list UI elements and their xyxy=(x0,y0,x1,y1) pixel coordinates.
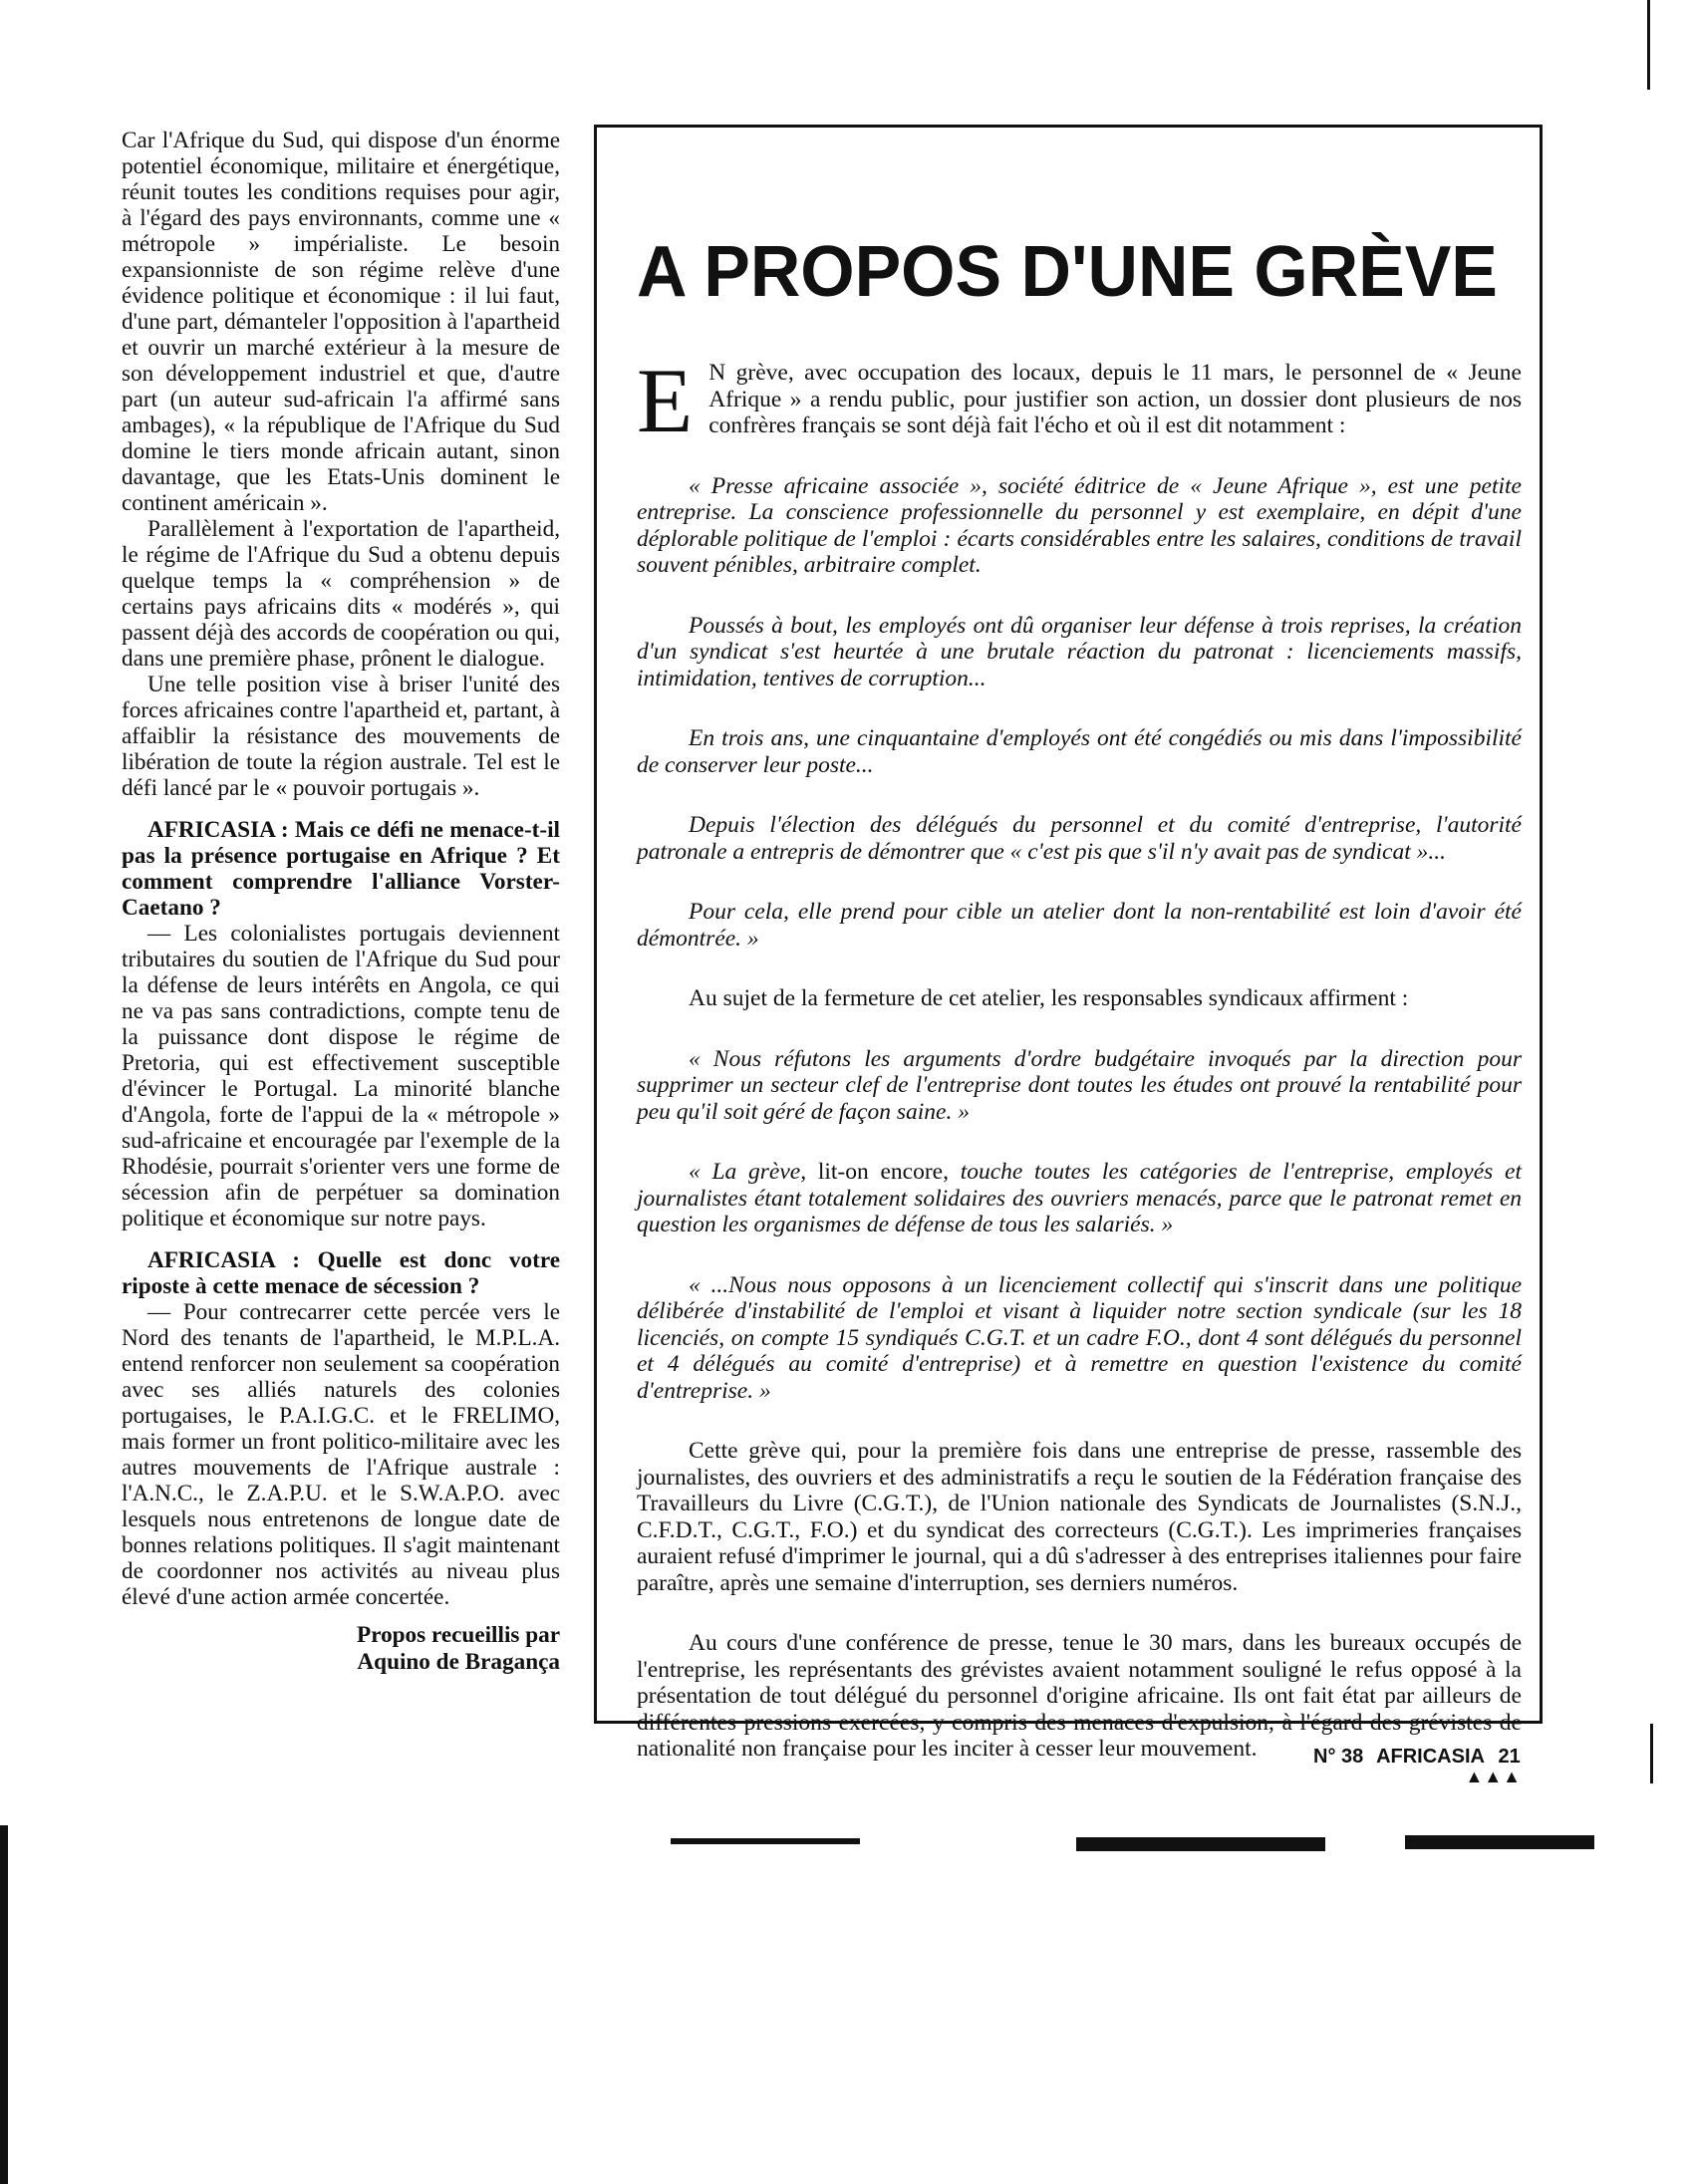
dossier-quote: Pour cela, elle prend pour cible un atelier dont la non-rentabilité est loin d'avoir été démontrée. » xyxy=(637,899,1522,952)
page-footer xyxy=(1313,1746,1552,1769)
scan-mark xyxy=(1076,1837,1325,1851)
credit-line: Propos recueillis par xyxy=(357,1622,560,1648)
layoff-quote: « ...Nous nous opposons à un licenciement collectif qui s'inscrit dans une politique délibérée d'instabilité de l'emploi et visant à liquider notre section syndicale (sur les 18 licenciés, on compte 15 syndiqués C.G.T. et un cadre F.O., dont 4 sont délégués du personnel et 4 délégués au comité d'entreprise) et à remettre en question l'existence du comité d'entreprise. » xyxy=(637,1271,1522,1404)
drop-cap: E xyxy=(637,350,694,451)
scan-mark xyxy=(1650,1724,1653,1783)
page-number: 21 xyxy=(1498,1746,1521,1768)
conference-paragraph: Au cours d'une conférence de presse, tenue le 30 mars, dans les bureaux occupés de l'entreprise, les représentants des grévistes avaient notamment souligné le refus opposé à la présentation de tout délégué du personnel d'origine africaine. Ils ont fait état par ailleurs de différentes pressions exercées, y compris des menaces d'expulsion, à l'égard des grévistes de nationalité non française pour les inciter à cesser leur mouvement. xyxy=(637,1630,1522,1762)
interview-paragraph: Car l'Afrique du Sud, qui dispose d'un énorme potentiel économique, militaire et énergétique, réunit toutes les conditions requises pour agir, à l'égard des pays environnants, comme une « métropole » impérialiste. Le besoin expansionniste de son régime relève d'une évidence politique et économique : il lui faut, d'une part, démanteler l'opposition à l'apartheid et ouvrir un marché extérieur à la mesure de son développement industriel et que, d'autre part (un auteur sud-africain l'a affirmé sans ambages), « la république de l'Afrique du Sud domine le tiers monde africain autant, sinon davantage, que les Etats-Unis dominent le continent américain ». xyxy=(122,128,560,516)
scan-mark xyxy=(1405,1835,1594,1849)
article-body xyxy=(637,232,1522,1787)
dossier-quote: Depuis l'élection des délégués du personnel et du comité d'entreprise, l'autorité patronale a entrepris de démontrer que « c'est pis que s'il n'y avait pas de syndicat »... xyxy=(637,812,1522,865)
union-quote: « Nous réfutons les arguments d'ordre budgétaire invoqués par la direction pour supprimer un secteur clef de l'entreprise dont toutes les études ont prouvé la rentabilité pour peu qu'il soit géré de façon saine. » xyxy=(637,1045,1522,1125)
strike-quote xyxy=(637,1159,1522,1238)
interview-question: AFRICASIA : Quelle est donc votre riposte à cette menace de sécession ? xyxy=(122,1247,560,1299)
article-transition: Au sujet de la fermeture de cet atelier, les responsables syndicaux affirment : xyxy=(689,985,1409,1011)
strike-quote-open: « La grève, xyxy=(689,1159,807,1185)
support-paragraph: Cette grève qui, pour la première fois dans une entreprise de presse, rassemble des journalistes, des ouvriers et des administratifs a reçu le soutien de la Fédération française des Travailleurs du Livre (C.G.T.), de l'Union nationale des Syndicats de Journalistes (S.N.J., C.F.D.T., C.G.T., F.O.) et du syndicat des correcteurs (C.G.T.). Les imprimeries françaises auraient refusé d'imprimer le journal, qui a dû s'adresser à des entreprises italiennes pour faire paraître, après une semaine d'interruption, ses derniers numéros. xyxy=(637,1438,1522,1596)
dossier-quote: « Presse africaine associée », société éditrice de « Jeune Afrique », est une petite entreprise. La conscience professionnelle du personnel y est exemplaire, en dépit d'une déplorable politique de l'emploi : écarts considérables entre les salaires, conditions de travail souvent pénibles, arbitraire complet. xyxy=(637,472,1522,578)
strike-quote-rest: touche toutes les catégories de l'entreprise, employés et journalistes étant totalement solidaires des ouvriers menacés, parce que le patronat remet en question les organismes de défense de tous les salariés. » xyxy=(637,1159,1522,1237)
dossier-quote: Poussés à bout, les employés ont dû organiser leur défense à trois reprises, la création d'un syndicat s'est heurtée à une brutale réaction du patronat : licenciements massifs, intimidation, tentives de corruption... xyxy=(637,612,1522,691)
interview-answer: — Les colonialistes portugais deviennent tributaires du soutien de l'Afrique du Sud pour la défense de leurs intérêts en Angola, ce qui ne va pas sans contradictions, compte tenu de la puissance dont dispose le régime de Pretoria, qui est effectivement susceptible d'évincer le Portugal. La minorité blanche d'Angola, forte de l'appui de la « métropole » sud-africaine et encouragée par l'exemple de la Rhodésie, pourrait s'orienter vers une forme de sécession afin de perpétuer sa domination politique et économique sur notre pays. xyxy=(122,921,560,1231)
scan-mark xyxy=(671,1838,860,1844)
scan-mark xyxy=(0,1825,8,2184)
dossier-quote: En trois ans, une cinquantaine d'employés ont été congédiés ou mis dans l'impossibilité de conserver leur poste... xyxy=(637,725,1522,778)
interview-paragraph: Parallèlement à l'exportation de l'apartheid, le régime de l'Afrique du Sud a obtenu depuis quelque temps la « compréhension » de certains pays africains dits « modérés », qui passent déjà des accords de coopération ou qui, dans une première phase, prônent le dialogue. xyxy=(122,516,560,672)
issue-number: N° 38 xyxy=(1313,1746,1364,1768)
interview-answer: — Pour contrecarrer cette percée vers le Nord des tenants de l'apartheid, le M.P.L.A. entend renforcer non seulement sa coopération avec ses alliés naturels des colonies portugaises, le P.A.I.G.C. et le FRELIMO, mais former un front politico-militaire avec les autres mouvements de l'Afrique australe : l'A.N.C., le Z.A.P.U. et le S.W.A.P.O. avec lesquels nous entretenons de longue date de bonnes relations politiques. Il s'agit maintenant de coordonner nos activités au niveau plus élevé d'une action armée concertée. xyxy=(122,1299,560,1610)
magazine-name: AFRICASIA xyxy=(1376,1746,1485,1768)
interview-paragraph: Une telle position vise à briser l'unité des forces africaines contre l'apartheid et, partant, à affaiblir la résistance des mouvements de libération de toute la région australe. Tel est le défi lancé par le « pouvoir portugais ». xyxy=(122,672,560,801)
interview-credit xyxy=(122,1622,560,1676)
credit-author: Aquino de Bragança xyxy=(357,1649,560,1675)
interview-column xyxy=(122,128,560,1676)
interview-question: AFRICASIA : Mais ce défi ne menace-t-il pas la présence portugaise en Afrique ? Et comment comprendre l'alliance Vorster-Caetano ? xyxy=(122,817,560,921)
article-headline: A PROPOS D'UNE GRÈVE xyxy=(637,232,1498,312)
end-of-article-mark: ▲▲▲ xyxy=(1465,1766,1522,1786)
lead-text: N grève, avec occupation des locaux, depuis le 11 mars, le personnel de « Jeune Afrique » a rendu public, pour justifier son action, un dossier dont plusieurs de nos confrères français se sont déjà fait l'écho et où il est dit notamment : xyxy=(708,360,1522,438)
strike-quote-aside: lit-on encore, xyxy=(806,1159,961,1185)
article-lead xyxy=(637,350,1522,451)
scan-mark xyxy=(1647,0,1650,90)
